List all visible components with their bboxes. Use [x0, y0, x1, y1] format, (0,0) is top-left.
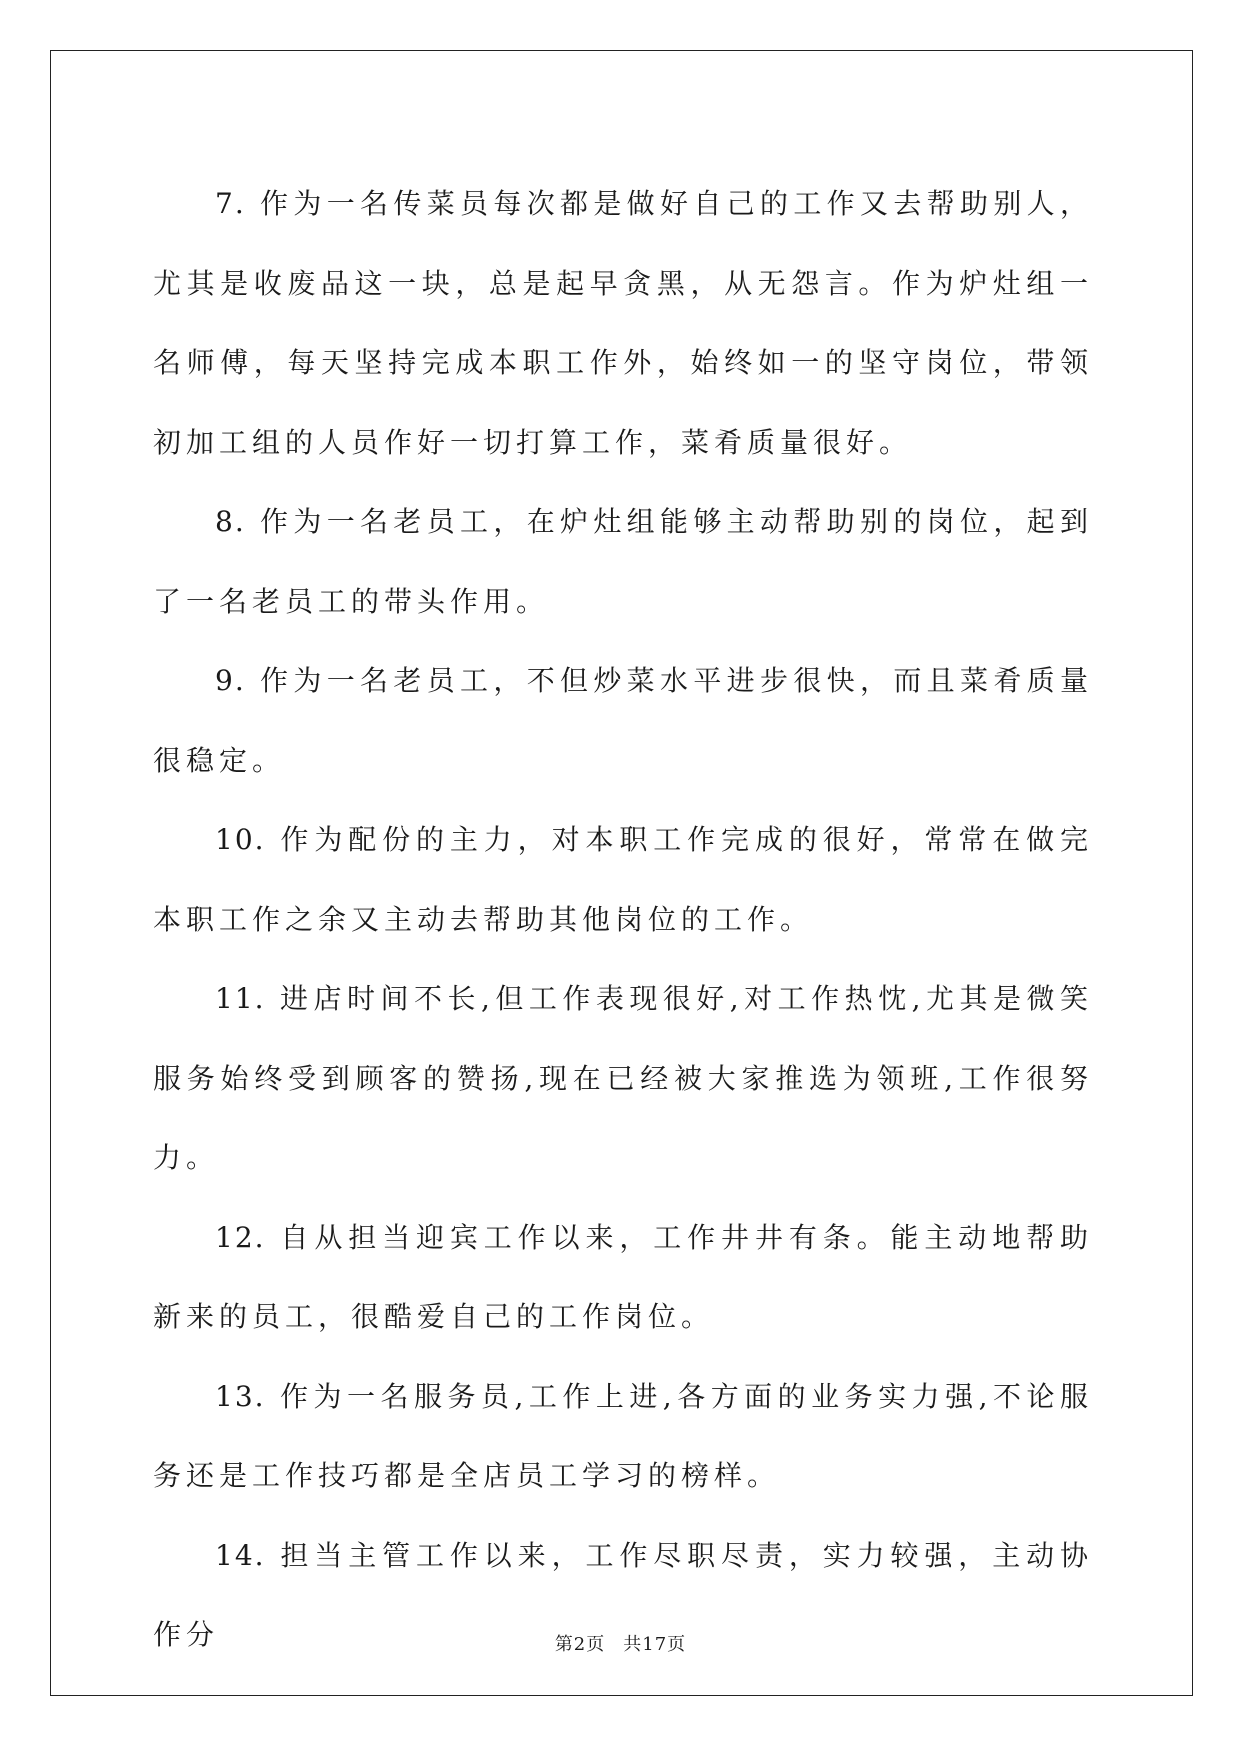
item-number: 9. — [215, 664, 246, 697]
paragraph-7 — [153, 164, 1093, 482]
item-number: 12. — [215, 1220, 266, 1254]
paragraph-text: 作为一名老员工，在炉灶组能够主动帮助别的岗位，起到了一名老员工的带头作用。 — [153, 505, 1093, 618]
paragraph-text: 作为一名传菜员每次都是做好自己的工作又去帮助别人，尤其是收废品这一块，总是起早贪黑，从无怨言。作为炉灶组一名师傅，每天坚持完成本职工作外，始终如一的坚守岗位，带领初加工组的人员作好一切打算工作，菜肴质量很好。 — [153, 187, 1093, 459]
page-number: 第2页 — [554, 1634, 606, 1655]
paragraph-10 — [153, 800, 1093, 959]
paragraph-text: 进店时间不长,但工作表现很好,对工作热忱,尤其是微笑服务始终受到顾客的赞扬,现在已经被大家推选为领班,工作很努力。 — [153, 982, 1093, 1174]
item-number: 14. — [215, 1538, 266, 1572]
paragraph-text: 作为一名服务员,工作上进,各方面的业务实力强,不论服务还是工作技巧都是全店员工学习的榜样。 — [153, 1379, 1093, 1492]
item-number: 7. — [215, 187, 246, 220]
paragraph-text: 作为一名老员工，不但炒菜水平进步很快，而且菜肴质量很稳定。 — [153, 664, 1093, 777]
paragraph-9 — [153, 641, 1093, 800]
document-body — [153, 164, 1093, 1675]
item-number: 13. — [215, 1379, 266, 1413]
page-total: 共17页 — [623, 1634, 687, 1655]
paragraph-text: 担当主管工作以来，工作尽职尽责，实力较强，主动协作分 — [153, 1538, 1093, 1651]
item-number: 10. — [215, 823, 266, 856]
paragraph-8 — [153, 482, 1093, 641]
paragraph-13 — [153, 1357, 1093, 1516]
paragraph-text: 自从担当迎宾工作以来，工作井井有条。能主动地帮助新来的员工，很酷爱自己的工作岗位。 — [153, 1220, 1093, 1333]
item-number: 11. — [215, 982, 266, 1015]
paragraph-11 — [153, 959, 1093, 1198]
item-number: 8. — [215, 505, 246, 538]
paragraph-12 — [153, 1198, 1093, 1357]
page-footer — [0, 1630, 1241, 1656]
paragraph-text: 作为配份的主力，对本职工作完成的很好，常常在做完本职工作之余又主动去帮助其他岗位的工作。 — [153, 823, 1093, 936]
